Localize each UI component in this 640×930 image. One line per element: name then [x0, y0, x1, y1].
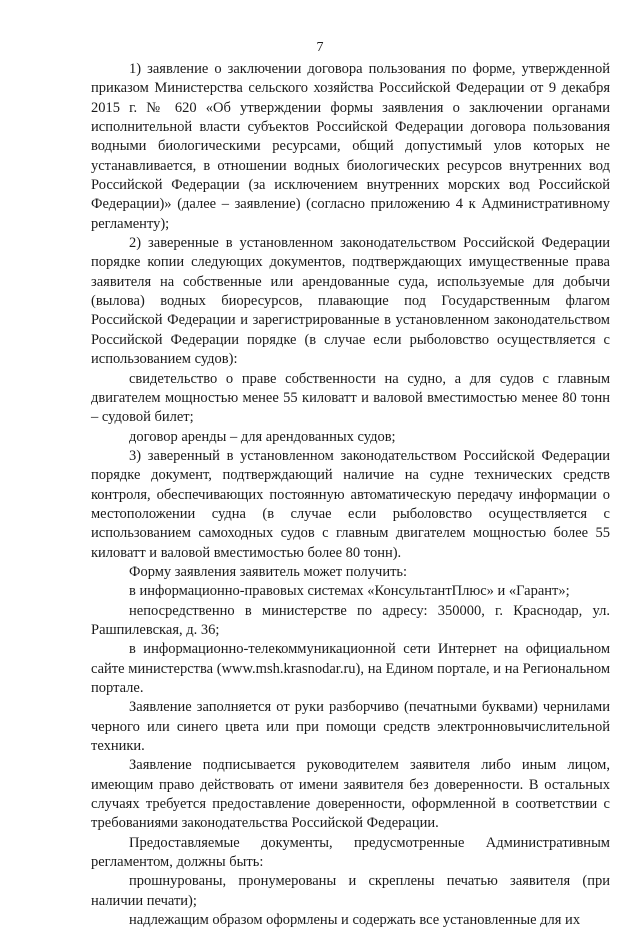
document-body — [91, 60, 610, 930]
paragraph-internet-sources: в информационно-телекоммуникационной сети Интернет на официальном сайте министерства (www.msh.krasnodar.ru), на Едином портале, и на Региональном портале. — [91, 641, 610, 696]
paragraph-filling-rules: Заявление заполняется от руки разборчиво (печатными буквами) чернилами черного или синего цвета или при помощи средств электронновычислительной техники. — [91, 699, 610, 755]
paragraph-application-form: 1) заявление о заключении договора пользования по форме, утвержденной приказом Министерства сельского хозяйства Российской Федерации от 9 декабря 2015 г. № 620 «Об утверждении формы заявления о заключении органами исполнительной власти субъектов Российской Федерации договора пользования водными биологическими ресурсами, общий допустимый улов которых не устанавливается, в отношении водных биологических ресурсов внутренних вод Российской Федерации (за исключением внутренних морских вод Российской Федерации)» (далее – заявление) (согласно приложению 4 к Административному регламенту); — [91, 61, 610, 232]
paragraph-form-source: Форму заявления заявитель может получить: — [129, 563, 408, 580]
paragraph-ministry-address: непосредственно в министерстве по адресу: 350000, г. Краснодар, ул. Рашпилевская, д. 36; — [91, 602, 610, 638]
paragraph-signature-rules: Заявление подписывается руководителем заявителя либо иным лицом, имеющим право действовать от имени заявителя без доверенности. В остальных случаях требуется предоставление доверенности, оформленной в соответствии с требованиями законодательства Российской Федерации. — [91, 757, 610, 832]
page-number: 7 — [316, 40, 324, 55]
paragraph-documents-requirements: Предоставляемые документы, предусмотренные Административным регламентом, должны быть: — [91, 834, 610, 871]
paragraph-stitched-numbered: прошнурованы, пронумерованы и скреплены печатью заявителя (при наличии печати); — [91, 873, 610, 909]
paragraph-lease-agreement: договор аренды – для арендованных судов; — [129, 428, 396, 445]
paragraph-vessel-documents: 2) заверенные в установленном законодательством Российской Федерации порядке копии следующих документов, подтверждающих имущественные права заявителя на собственные или арендованные суда, используемые для добычи (вылова) водных биоресурсов, плавающие под Государственным флагом Российской Федерации и зарегистрированные в установленном законодательством Российской Федерации порядке (в случае если рыболовство осуществляется с использованием судов): — [91, 235, 610, 368]
paragraph-ownership-certificate: свидетельство о праве собственности на судно, а для судов с главным двигателем мощностью менее 55 киловатт и валовой вместимостью менее 80 тонн – судовой билет; — [91, 370, 610, 426]
paragraph-legal-systems: в информационно-правовых системах «КонсультантПлюс» и «Гарант»; — [129, 583, 570, 600]
paragraph-properly-formatted: надлежащим образом оформлены и содержать все установленные для их — [129, 912, 581, 929]
paragraph-control-devices: 3) заверенный в установленном законодательством Российской Федерации порядке документ, подтверждающий наличие на судне технических средств контроля, обеспечивающих постоянную автоматическую передачу информации о местоположении судна (в случае если рыболовство осуществляется с использованием самоходных судов с главным двигателем мощностью более 55 киловатт и валовой вместимостью более 80 тонн). — [91, 447, 610, 561]
